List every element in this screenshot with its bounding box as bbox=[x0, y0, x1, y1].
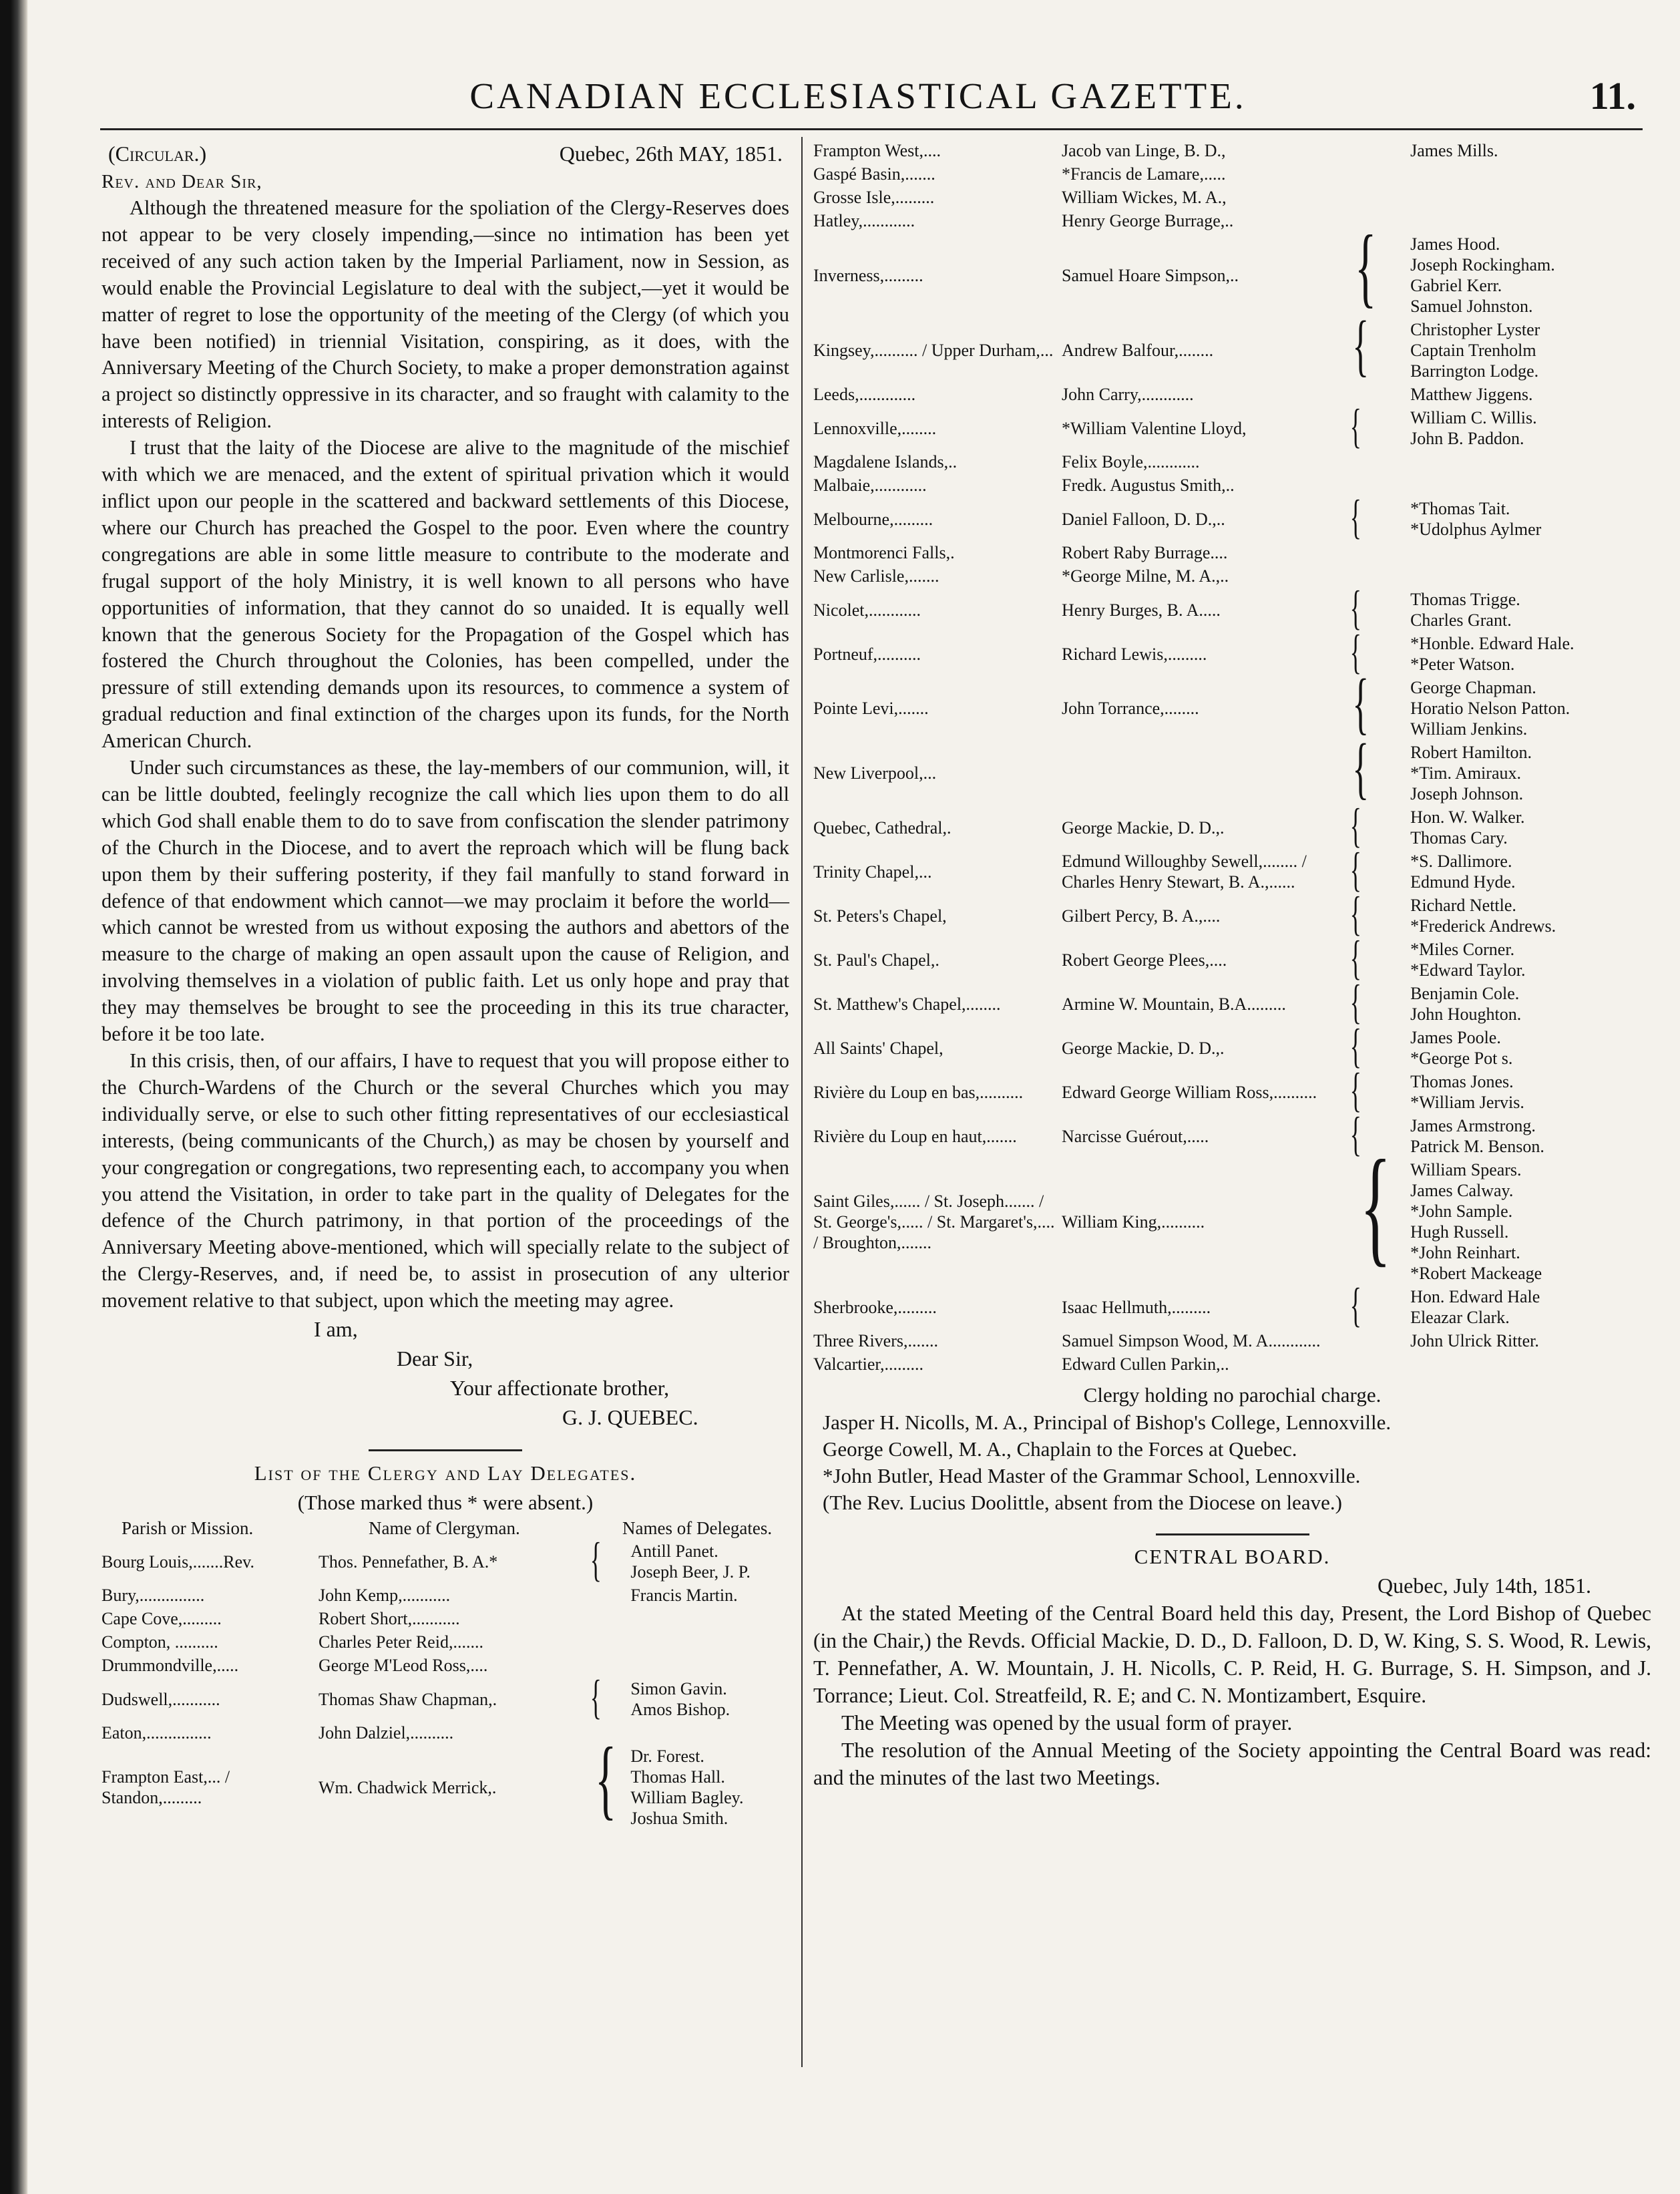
delegate-name: Antill Panet. bbox=[630, 1541, 718, 1562]
parish-name: St. Paul's Chapel,. bbox=[813, 950, 939, 970]
parish-name: Three Rivers,....... bbox=[813, 1331, 939, 1350]
delegate-name: Hugh Russell. bbox=[1410, 1222, 1509, 1242]
delegate-row bbox=[101, 1607, 789, 1630]
delegate-name: Simon Gavin. bbox=[630, 1679, 727, 1699]
circular-paragraph: I trust that the laity of the Diocese are alive to the magnitude of the mischief with which we are menaced, and the extent of spiritual privation which it would inflict upon our people in the scattered and backward settlements of this Diocese, where our Church has preached the Gospel to the poor. Even where the country congregations are able in some little measure to contribute to the moderate and frugal support of the holy Ministry, it is well known to all persons who have opportunities of information, that they cannot do so unaided. It is equally well known that the generous Society for the Propagation of the Gospel which has fostered the Church throughout the Colonies, has been compelled, under the pressure of still extending demands upon its resources, to commence a system of gradual reduction and final extinction of the charges upon its funds, for the North American Church. bbox=[101, 436, 789, 753]
delegate-name: Hon. Edward Hale bbox=[1410, 1287, 1540, 1306]
parish-name: Saint Giles,...... / St. Joseph....... / St. George's,..... / St. Margaret's,.... / Broughton,....... bbox=[813, 1191, 1055, 1252]
delegates-left-body bbox=[101, 1533, 789, 1830]
delegate-row bbox=[813, 209, 1651, 232]
delegate-row bbox=[813, 741, 1651, 805]
parish-name: Gaspé Basin,....... bbox=[813, 164, 935, 184]
delegate-row bbox=[101, 1584, 789, 1607]
brace-cell bbox=[1342, 1133, 1410, 1285]
central-board-date: Quebec, July 14th, 1851. bbox=[1378, 1574, 1591, 1598]
delegate-name: James Mills. bbox=[1410, 141, 1498, 160]
delegate-name: Thomas Cary. bbox=[1410, 828, 1508, 848]
clergyman-name: Robert George Plees,.... bbox=[1062, 950, 1227, 970]
parish-name: Eaton,............... bbox=[101, 1723, 212, 1743]
delegate-name: Richard Nettle. bbox=[1410, 896, 1516, 915]
parish-name: Malbaie,............ bbox=[813, 476, 927, 495]
brace-cell bbox=[582, 1630, 630, 1654]
delegate-row bbox=[813, 383, 1651, 406]
clergyman-name: Wm. Chadwick Merrick,. bbox=[319, 1777, 497, 1797]
brace-cell bbox=[582, 1670, 630, 1724]
brace-mark: { bbox=[1352, 307, 1370, 383]
delegate-row bbox=[813, 850, 1651, 894]
parish-name: Magdalene Islands,.. bbox=[813, 452, 958, 472]
clergyman-name: Armine W. Mountain, B.A......... bbox=[1062, 994, 1286, 1014]
brace-mark: { bbox=[1349, 887, 1361, 940]
delegate-row bbox=[813, 564, 1651, 588]
delegate-name: James Armstrong. bbox=[1410, 1116, 1536, 1135]
delegate-names bbox=[630, 1607, 789, 1630]
clergyman-name: Thos. Pennefather, B. A.* bbox=[319, 1551, 498, 1572]
section-rule bbox=[1156, 1533, 1309, 1535]
delegate-names bbox=[1410, 938, 1651, 982]
delegate-name: *Miles Corner. bbox=[1410, 940, 1515, 959]
clergyman-name: Narcisse Guérout,..... bbox=[1062, 1126, 1209, 1146]
clergyman-name: Isaac Hellmuth,......... bbox=[1062, 1297, 1211, 1317]
closing-line: Your affectionate brother, bbox=[450, 1376, 670, 1401]
delegate-names bbox=[1410, 588, 1651, 632]
delegate-row bbox=[101, 1677, 789, 1721]
circular-salutation: Rev. and Dear Sir, bbox=[101, 171, 262, 192]
delegate-names bbox=[1410, 982, 1651, 1026]
circular-paragraph: In this crisis, then, of our affairs, I have to request that you will propose either to the Church-Wardens of the Church or the several Churches which you may individually serve, or else to such other fitting representatives of our ecclesiastical interests, (being communicants of the Church,) as may be chosen by yourself and your congregation or congregations, two representing each, to accompany you when you attend the Visitation, in order to take part in the quality of Delegates for the defence of the Church patrimony, in that portion of the proceedings of the Anniversary Meeting above-mentioned, which will specially relate to the subject of the Clergy-Reserves, and, if need be, to assist in prosecution of any ulterior movement relative to that subject, upon which the meeting may agree. bbox=[101, 1049, 789, 1312]
delegate-row bbox=[813, 1285, 1651, 1329]
clergyman-name: *William Valentine Lloyd, bbox=[1062, 418, 1247, 438]
brace-cell bbox=[1342, 1329, 1410, 1352]
delegate-row bbox=[813, 1070, 1651, 1114]
clergyman-name: Samuel Simpson Wood, M. A............ bbox=[1062, 1331, 1321, 1350]
delegate-names bbox=[1410, 474, 1651, 497]
delegate-name: Gabriel Kerr. bbox=[1410, 276, 1502, 295]
clergyman-name: Edward Cullen Parkin,.. bbox=[1062, 1354, 1229, 1374]
column-rule bbox=[801, 137, 803, 2067]
delegates-column-headings bbox=[101, 1517, 789, 1539]
clergyman-name: John Dalziel,.......... bbox=[319, 1723, 454, 1743]
delegate-names bbox=[1410, 676, 1651, 741]
delegate-name: *Udolphus Aylmer bbox=[1410, 520, 1542, 539]
brace-mark: { bbox=[590, 1533, 602, 1587]
clergyman-name: Thomas Shaw Chapman,. bbox=[319, 1689, 497, 1709]
delegate-row bbox=[813, 805, 1651, 850]
clergyman-name: *Francis de Lamare,..... bbox=[1062, 164, 1226, 184]
delegate-row bbox=[813, 541, 1651, 564]
right-column bbox=[813, 139, 1651, 1791]
delegate-name: *Robert Mackeage bbox=[1410, 1264, 1542, 1283]
delegate-names bbox=[1410, 564, 1651, 588]
delegate-name: Hon. W. Walker. bbox=[1410, 807, 1525, 827]
delegate-names bbox=[1410, 850, 1651, 894]
delegate-row bbox=[813, 497, 1651, 541]
delegate-row bbox=[813, 588, 1651, 632]
brace-mark: { bbox=[1349, 975, 1361, 1029]
clergyman-name: John Kemp,........... bbox=[319, 1586, 451, 1606]
delegate-name: *Tim. Amiraux. bbox=[1410, 763, 1521, 783]
delegate-name: Horatio Nelson Patton. bbox=[1410, 699, 1570, 718]
brace-mark: { bbox=[595, 1728, 617, 1828]
circular-label: (Circular.) bbox=[108, 142, 207, 166]
delegate-names bbox=[1410, 632, 1651, 676]
central-board-paragraph: The resolution of the Annual Meeting of the Society appointing the Central Board was read: and the minutes of the last two Meetings. bbox=[813, 1739, 1651, 1789]
clergyman-name: Andrew Balfour,........ bbox=[1062, 341, 1214, 360]
delegate-names bbox=[630, 1539, 789, 1584]
clergyman-name: Edmund Willoughby Sewell,........ / Charles Henry Stewart, B. A.,...... bbox=[1062, 852, 1307, 892]
delegate-name: William Bagley. bbox=[630, 1788, 744, 1808]
section-rule bbox=[369, 1449, 522, 1451]
brace-mark: { bbox=[1352, 729, 1370, 806]
brace-mark: { bbox=[1349, 1019, 1361, 1073]
parish-name: New Liverpool,... bbox=[813, 763, 937, 783]
parish-name: Leeds,............. bbox=[813, 385, 916, 404]
clergyman-name: *George Milne, M. A.,.. bbox=[1062, 566, 1229, 586]
delegate-name: John Houghton. bbox=[1410, 1004, 1522, 1024]
publication-title: CANADIAN ECCLESIASTICAL GAZETTE. bbox=[469, 75, 1247, 116]
delegate-names bbox=[1410, 209, 1651, 232]
delegate-name: *William Jervis. bbox=[1410, 1093, 1524, 1112]
delegate-row bbox=[101, 1539, 789, 1584]
parish-name: Quebec, Cathedral,. bbox=[813, 817, 952, 838]
brace-mark: { bbox=[1349, 490, 1361, 544]
parish-name: Rivière du Loup en haut,....... bbox=[813, 1126, 1017, 1146]
delegate-names bbox=[1410, 741, 1651, 805]
delegate-row bbox=[813, 676, 1651, 741]
delegate-name: Samuel Johnston. bbox=[1410, 297, 1533, 316]
delegate-name: *George Pot s. bbox=[1410, 1049, 1513, 1068]
central-board-title: CENTRAL BOARD. bbox=[1134, 1545, 1331, 1568]
delegate-names bbox=[630, 1745, 789, 1830]
delegate-name: James Poole. bbox=[1410, 1028, 1501, 1047]
delegate-row bbox=[101, 1745, 789, 1830]
delegate-name: James Calway. bbox=[1410, 1181, 1514, 1200]
delegate-row bbox=[813, 162, 1651, 186]
delegate-row bbox=[813, 1329, 1651, 1352]
delegate-names bbox=[1410, 139, 1651, 162]
clergyman-name: Charles Peter Reid,....... bbox=[319, 1632, 483, 1652]
delegate-row bbox=[101, 1721, 789, 1745]
delegate-name: Charles Grant. bbox=[1410, 610, 1512, 630]
brace-cell bbox=[1342, 450, 1410, 474]
delegate-names bbox=[1410, 1158, 1651, 1285]
delegate-names bbox=[1410, 162, 1651, 186]
brace-cell bbox=[582, 1728, 630, 1830]
header-rule bbox=[100, 128, 1643, 130]
brace-cell bbox=[1342, 1278, 1410, 1332]
parish-name: Pointe Levi,....... bbox=[813, 699, 929, 718]
clergyman-name: Felix Boyle,............ bbox=[1062, 452, 1200, 472]
left-column bbox=[101, 139, 789, 1830]
delegate-name: William C. Willis. bbox=[1410, 408, 1537, 427]
delegate-names bbox=[1410, 541, 1651, 564]
clergyman-name: George M'Leod Ross,.... bbox=[319, 1656, 488, 1676]
heading-delegates: Names of Delegates. bbox=[622, 1518, 773, 1539]
delegate-name: *John Sample. bbox=[1410, 1202, 1513, 1221]
brace-cell bbox=[1342, 139, 1410, 162]
delegate-name: Matthew Jiggens. bbox=[1410, 385, 1533, 404]
delegate-row bbox=[101, 1654, 789, 1677]
clergyman-name: Jacob van Linge, B. D., bbox=[1062, 141, 1226, 160]
delegate-name: William Jenkins. bbox=[1410, 719, 1528, 739]
delegate-names bbox=[1410, 1070, 1651, 1114]
clergyman-name: Samuel Hoare Simpson,.. bbox=[1062, 265, 1239, 285]
delegate-names bbox=[1410, 318, 1651, 383]
clergyman-name: Edward George William Ross,.......... bbox=[1062, 1082, 1317, 1102]
clergyman-name: William King,.......... bbox=[1062, 1212, 1205, 1232]
parish-name: Inverness,......... bbox=[813, 265, 923, 285]
delegate-names bbox=[1410, 894, 1651, 938]
brace-mark: { bbox=[1349, 843, 1361, 896]
delegate-name: Thomas Trigge. bbox=[1410, 590, 1520, 609]
brace-mark: { bbox=[1349, 1107, 1361, 1161]
delegates-right-body bbox=[813, 139, 1651, 1376]
clergyman-name: Robert Short,........... bbox=[319, 1609, 460, 1629]
parish-name: Rivière du Loup en bas,.......... bbox=[813, 1082, 1024, 1102]
delegate-names bbox=[1410, 1026, 1651, 1070]
no-charge-entry: *John Butler, Head Master of the Grammar School, Lennoxville. bbox=[823, 1464, 1361, 1487]
parish-name: Bourg Louis,.......Rev. bbox=[101, 1551, 254, 1572]
clergyman-name: Fredk. Augustus Smith,.. bbox=[1062, 476, 1235, 495]
heading-parish: Parish or Mission. bbox=[122, 1518, 254, 1539]
parish-name: Trinity Chapel,... bbox=[813, 862, 932, 882]
delegate-name: John Ulrick Ritter. bbox=[1410, 1331, 1539, 1350]
delegate-row bbox=[813, 232, 1651, 318]
delegate-row bbox=[813, 1026, 1651, 1070]
delegate-name: Dr. Forest. bbox=[630, 1747, 704, 1767]
running-head bbox=[80, 69, 1636, 123]
brace-cell bbox=[1342, 162, 1410, 186]
closing-line: I am, bbox=[314, 1317, 358, 1342]
parish-name: Cape Cove,......... bbox=[101, 1609, 222, 1629]
circular-heading bbox=[101, 139, 789, 168]
delegate-name: Benjamin Cole. bbox=[1410, 984, 1520, 1003]
delegate-row bbox=[813, 318, 1651, 383]
delegate-name: *Peter Watson. bbox=[1410, 655, 1515, 674]
delegate-row bbox=[813, 982, 1651, 1026]
delegate-name: William Spears. bbox=[1410, 1160, 1522, 1179]
delegate-name: Patrick M. Benson. bbox=[1410, 1137, 1544, 1156]
parish-name: St. Matthew's Chapel,........ bbox=[813, 994, 1001, 1014]
delegate-name: Joseph Beer, J. P. bbox=[630, 1562, 751, 1582]
parish-name: Valcartier,......... bbox=[813, 1354, 924, 1374]
brace-cell bbox=[1342, 216, 1410, 318]
delegate-names bbox=[1410, 497, 1651, 541]
clergyman-name: William Wickes, M. A., bbox=[1062, 188, 1227, 207]
delegate-name: Francis Martin. bbox=[630, 1586, 738, 1606]
circular-closing bbox=[101, 1314, 789, 1432]
delegate-name: *Honble. Edward Hale. bbox=[1410, 634, 1574, 653]
delegate-names bbox=[630, 1721, 789, 1745]
delegate-row bbox=[813, 632, 1651, 676]
clergyman-name: Henry Burges, B. A..... bbox=[1062, 600, 1221, 620]
delegate-names bbox=[1410, 383, 1651, 406]
parish-name: Frampton West,.... bbox=[813, 141, 941, 160]
delegate-row bbox=[813, 938, 1651, 982]
delegates-table-left bbox=[101, 1533, 789, 1830]
delegate-name: Thomas Jones. bbox=[1410, 1072, 1514, 1091]
brace-mark: { bbox=[1355, 216, 1377, 316]
delegate-row bbox=[813, 186, 1651, 209]
delegate-name: Robert Hamilton. bbox=[1410, 743, 1532, 762]
parish-name: Hatley,............ bbox=[813, 211, 915, 230]
parish-name: New Carlisle,....... bbox=[813, 566, 939, 586]
closing-line: Dear Sir, bbox=[397, 1346, 473, 1371]
delegate-names bbox=[630, 1677, 789, 1721]
central-board-body bbox=[813, 1600, 1651, 1791]
parish-name: Montmorenci Falls,. bbox=[813, 543, 955, 562]
delegate-row bbox=[813, 1352, 1651, 1376]
parish-name: All Saints' Chapel, bbox=[813, 1038, 943, 1058]
clergyman-name: Gilbert Percy, B. A.,.... bbox=[1062, 906, 1221, 926]
delegate-row bbox=[813, 406, 1651, 450]
brace-mark: { bbox=[1349, 799, 1361, 852]
delegate-name: James Hood. bbox=[1410, 234, 1500, 254]
delegate-name: *Frederick Andrews. bbox=[1410, 916, 1556, 936]
delegate-names bbox=[1410, 232, 1651, 318]
delegate-names bbox=[1410, 406, 1651, 450]
clergyman-name: Robert Raby Burrage.... bbox=[1062, 543, 1228, 562]
brace-cell bbox=[1342, 541, 1410, 564]
delegate-row bbox=[813, 139, 1651, 162]
brace-cell bbox=[1342, 307, 1410, 383]
delegate-names bbox=[1410, 450, 1651, 474]
delegate-names bbox=[630, 1584, 789, 1607]
delegate-row bbox=[813, 474, 1651, 497]
brace-cell bbox=[582, 1533, 630, 1587]
delegate-names bbox=[1410, 1285, 1651, 1329]
no-charge-entry: Jasper H. Nicolls, M. A., Principal of Bishop's College, Lennoxville. bbox=[823, 1411, 1392, 1434]
delegate-name: Joseph Johnson. bbox=[1410, 784, 1524, 803]
brace-mark: { bbox=[1349, 1278, 1361, 1332]
delegate-row bbox=[813, 1114, 1651, 1158]
delegate-name: Edmund Hyde. bbox=[1410, 872, 1516, 892]
delegate-names bbox=[1410, 1329, 1651, 1352]
delegates-list-title: List of the Clergy and Lay Delegates. bbox=[254, 1461, 637, 1485]
page-binding-edge bbox=[0, 0, 28, 2194]
parish-name: Compton, .......... bbox=[101, 1632, 218, 1652]
brace-cell bbox=[1342, 399, 1410, 453]
delegate-name: Barrington Lodge. bbox=[1410, 361, 1539, 381]
central-board-paragraph: The Meeting was opened by the usual form of prayer. bbox=[841, 1711, 1293, 1734]
delegate-name: John B. Paddon. bbox=[1410, 429, 1524, 448]
brace-mark: { bbox=[1349, 581, 1361, 634]
parish-name: Bury,............... bbox=[101, 1586, 205, 1606]
clergyman-name: John Torrance,........ bbox=[1062, 699, 1199, 718]
delegate-name: Christopher Lyster bbox=[1410, 320, 1540, 339]
clergyman-name: Henry George Burrage,.. bbox=[1062, 211, 1234, 230]
clergyman-name: John Carry,............ bbox=[1062, 385, 1194, 404]
clergyman-name: George Mackie, D. D.,. bbox=[1062, 817, 1225, 838]
parish-name: Lennoxville,........ bbox=[813, 418, 937, 438]
brace-mark: { bbox=[1359, 1133, 1392, 1278]
brace-cell bbox=[582, 1584, 630, 1607]
delegate-name: *Edward Taylor. bbox=[1410, 960, 1526, 980]
parish-name: Grosse Isle,......... bbox=[813, 188, 935, 207]
delegate-name: Thomas Hall. bbox=[630, 1767, 725, 1787]
clergyman-name bbox=[1062, 741, 1342, 805]
parish-name: Dudswell,........... bbox=[101, 1689, 220, 1709]
delegate-name: Eleazar Clark. bbox=[1410, 1308, 1510, 1327]
brace-mark: { bbox=[590, 1670, 602, 1724]
delegate-names bbox=[1410, 186, 1651, 209]
delegate-row bbox=[813, 450, 1651, 474]
no-charge-entry: George Cowell, M. A., Chaplain to the Forces at Quebec. bbox=[823, 1437, 1297, 1461]
delegate-name: Captain Trenholm bbox=[1410, 341, 1536, 360]
delegate-names bbox=[630, 1654, 789, 1677]
clergyman-name: George Mackie, D. D.,. bbox=[1062, 1038, 1225, 1058]
parish-name: St. Peters's Chapel, bbox=[813, 906, 947, 926]
brace-cell bbox=[1342, 729, 1410, 806]
central-board-paragraph: At the stated Meeting of the Central Board held this day, Present, the Lord Bishop of Quebec (in the Chair,) the Revds. Official Mackie, D. D., D. Falloon, D. D, W. King, S. S. Wood, R. Lewis, T. Pennefather, A. W. Mountain, J. H. Nicolls, C. P. Reid, H. G. Burrage, S. H. Simpson, and J. Torrance; Lieut. Col. Streatfeild, R. E; and C. N. Montizambert, Esquire. bbox=[813, 1602, 1651, 1707]
delegate-name: Joshua Smith. bbox=[630, 1809, 728, 1829]
delegates-table-right bbox=[813, 139, 1651, 1376]
brace-mark: { bbox=[1349, 399, 1361, 453]
parish-name: Sherbrooke,......... bbox=[813, 1297, 937, 1317]
parish-name: Frampton East,... / Standon,......... bbox=[101, 1767, 230, 1808]
clergyman-name: Richard Lewis,......... bbox=[1062, 644, 1207, 664]
delegate-row bbox=[101, 1630, 789, 1654]
delegate-name: George Chapman. bbox=[1410, 678, 1536, 697]
no-charge-entry: (The Rev. Lucius Doolittle, absent from the Diocese on leave.) bbox=[823, 1491, 1342, 1514]
delegate-names bbox=[1410, 805, 1651, 850]
delegate-name: *S. Dallimore. bbox=[1410, 852, 1512, 871]
delegate-names bbox=[630, 1630, 789, 1654]
delegate-name: *Thomas Tait. bbox=[1410, 499, 1510, 518]
delegate-row bbox=[813, 894, 1651, 938]
absent-note: (Those marked thus * were absent.) bbox=[297, 1491, 594, 1515]
page-number: 11. bbox=[1589, 74, 1636, 118]
brace-mark: { bbox=[1349, 625, 1361, 679]
brace-mark: { bbox=[1352, 665, 1370, 741]
parish-name: Nicolet,............ bbox=[813, 600, 921, 620]
circular-dateline: Quebec, 26th MAY, 1851. bbox=[559, 142, 783, 166]
brace-cell bbox=[582, 1607, 630, 1630]
delegate-name: *John Reinhart. bbox=[1410, 1243, 1520, 1262]
no-charge-title: Clergy holding no parochial charge. bbox=[1083, 1383, 1382, 1407]
circular-paragraph: Under such circumstances as these, the lay-members of our communion, will, it can be little doubted, feelingly recognize the call which lies upon them to do all which God shall enable them to do to save from confiscation the slender patrimony of the Church in the Diocese, and to avert the reproach which will be flung back upon them by their suffering posterity, if they fail manfully to stand forward in defence of that endowment which cannot—we may proclaim it before the world—which cannot be wrested from us without exposing the authors and abettors of the measure to the charge of making an open assault upon the cause of Religion, and involving themselves in a violation of public faith. Let us only hope and pray that they may themselves be brought to see the proceeding in this its true character, before it be too late. bbox=[101, 756, 789, 1046]
circular-body bbox=[101, 195, 789, 1314]
delegate-names bbox=[1410, 1352, 1651, 1376]
brace-mark: { bbox=[1349, 1063, 1361, 1117]
brace-mark: { bbox=[1349, 931, 1361, 984]
brace-cell bbox=[1342, 490, 1410, 544]
delegate-name: Joseph Rockingham. bbox=[1410, 255, 1555, 275]
parish-name: Drummondville,..... bbox=[101, 1656, 239, 1676]
parish-name: Melbourne,......... bbox=[813, 509, 933, 529]
parish-name: Portneuf,.......... bbox=[813, 644, 921, 664]
delegate-names bbox=[1410, 1114, 1651, 1158]
brace-cell bbox=[1342, 186, 1410, 209]
clergyman-name: Daniel Falloon, D. D.,.. bbox=[1062, 509, 1225, 529]
brace-cell bbox=[1342, 1352, 1410, 1376]
delegate-row bbox=[813, 1158, 1651, 1285]
parish-name: Kingsey,.......... / Upper Durham,... bbox=[813, 341, 1054, 360]
circular-paragraph: Although the threatened measure for the spoliation of the Clergy-Reserves does not appear to be very closely impending,—since no intimation has been yet received of any such action taken by the Imperial Parliament, now in Session, as would enable the Provincial Legislature to deal with the subject,—yet it would be matter of regret to lose the opportunity of the meeting of the Clergy (of which you have been notified) in triennial Visitation, conspiring, as it does, with the Anniversary Meeting of the Church Society, to make a proper demonstration against a project so distinctly oppressive in its character, and so fraught with calamity to the interests of Religion. bbox=[101, 196, 789, 433]
heading-clergyman: Name of Clergyman. bbox=[369, 1518, 520, 1539]
delegate-name: Amos Bishop. bbox=[630, 1700, 730, 1720]
signature: G. J. QUEBEC. bbox=[562, 1405, 698, 1430]
